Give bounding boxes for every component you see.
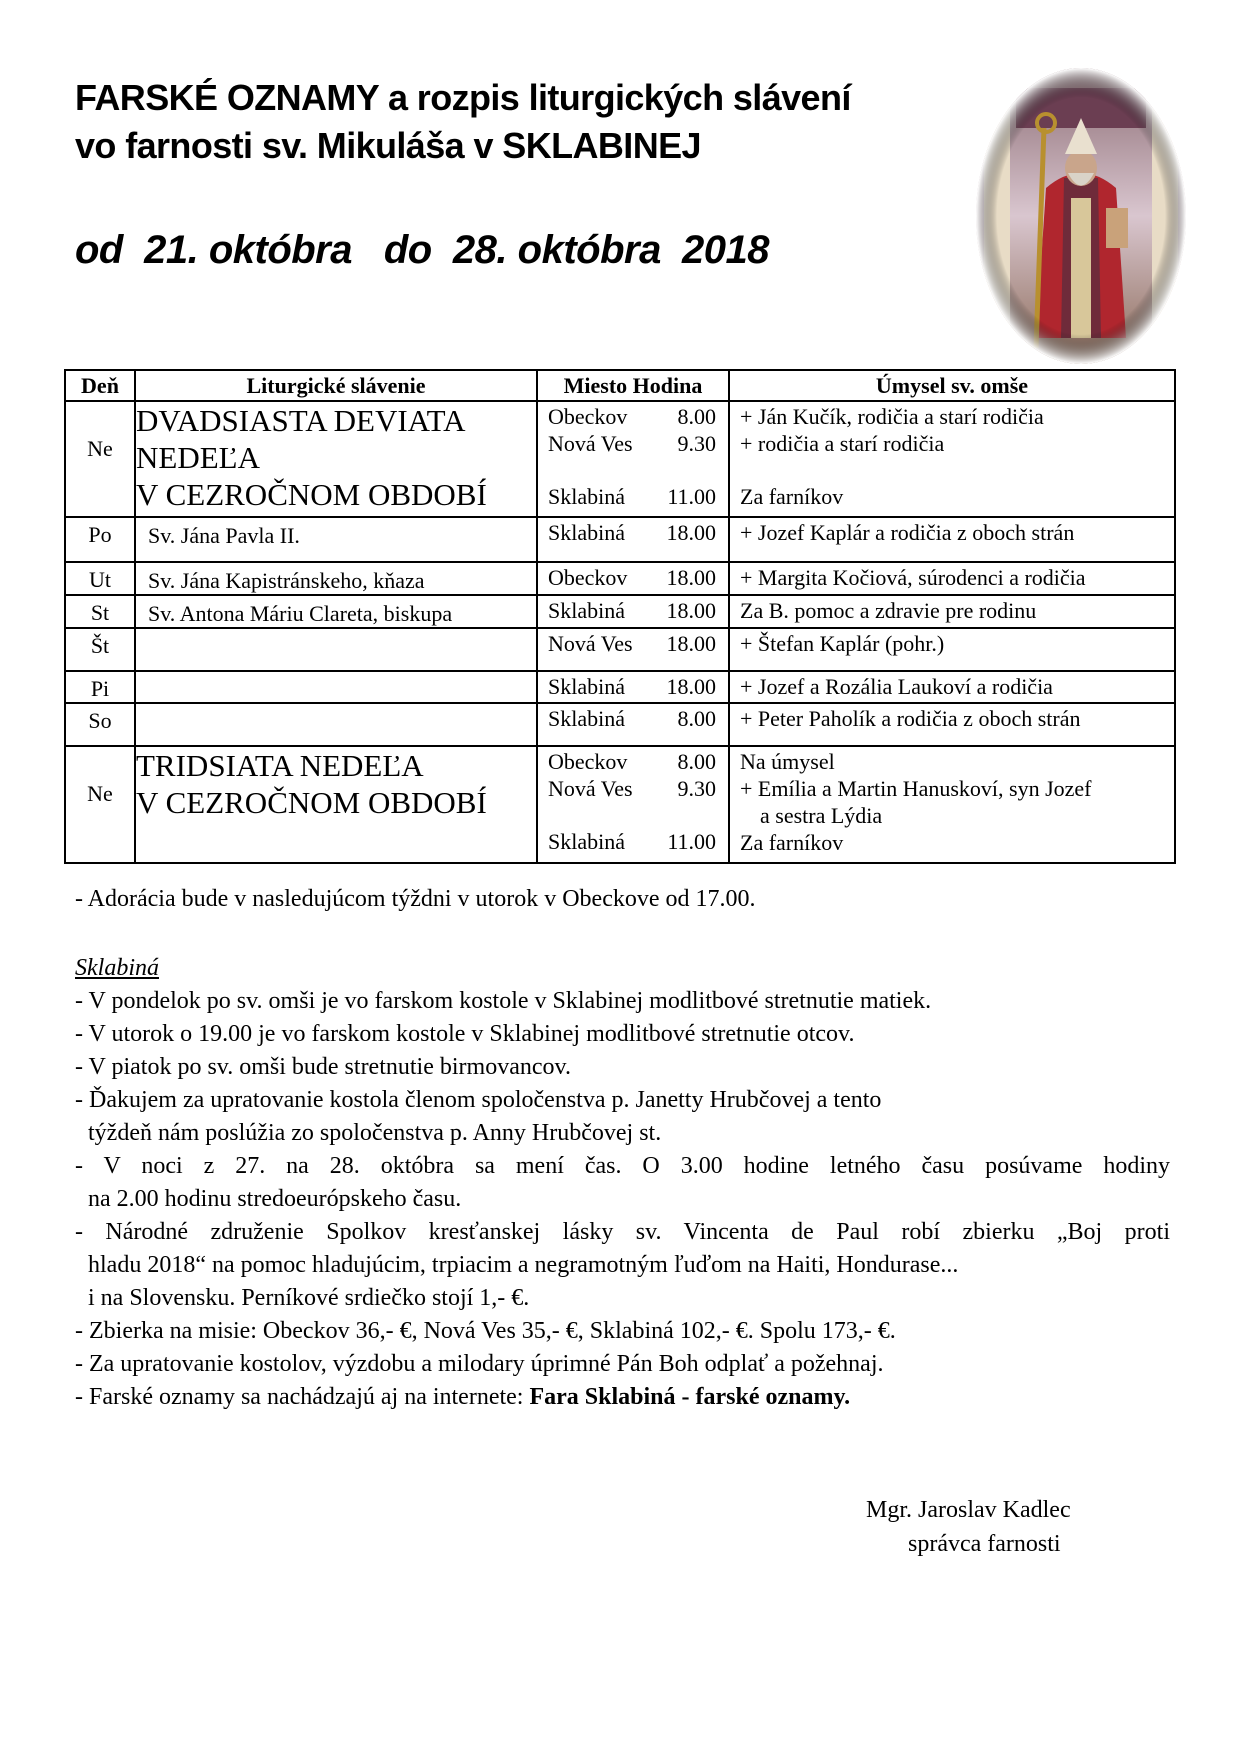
time: 18.00 — [666, 674, 716, 699]
place-time-cell — [537, 746, 729, 863]
liturgy-cell — [135, 401, 537, 517]
announcement-item-continuation: na 2.00 hodinu stredoeurópskeho času. — [88, 1186, 462, 1212]
document-title — [75, 74, 975, 170]
liturgy-cell: Sv. Jána Pavla II. — [148, 523, 300, 548]
period: . — [844, 1384, 851, 1410]
table-row — [65, 562, 1175, 595]
liturgy-schedule-table — [64, 369, 1176, 864]
time: 18.00 — [666, 598, 716, 623]
announcement-item-continuation: týždeň nám poslúžia zo spoločenstva p. Anny Hrubčovej st. — [88, 1120, 662, 1146]
table-row — [65, 401, 1175, 517]
announcement-item: - Národné združenie Spolkov kresťanskej lásky sv. Vincenta de Paul robí zbierku „Boj proti — [75, 1219, 1170, 1245]
header-intention: Úmysel sv. omše — [729, 370, 1175, 401]
intention: + Emília a Martin Hanuskoví, syn Jozef — [740, 776, 1092, 801]
table-row — [65, 595, 1175, 628]
announcement-item: - Za upratovanie kostolov, výzdobu a milodary úprimné Pán Boh odplať a požehnaj. — [75, 1351, 884, 1377]
signature — [866, 1493, 1071, 1561]
announcement-item: - V piatok po sv. omši bude stretnutie birmovancov. — [75, 1054, 571, 1080]
liturgy-cell — [135, 746, 537, 863]
place: Sklabiná — [548, 598, 625, 623]
day-cell: So — [88, 708, 112, 733]
liturgy-line: DVADSIASTA DEVIATA — [136, 403, 466, 438]
liturgy-line: V CEZROČNOM OBDOBÍ — [136, 477, 487, 512]
section-title-sklabina: Sklabiná — [75, 955, 159, 981]
intention: Za farníkov — [740, 484, 844, 509]
time: 18.00 — [666, 631, 716, 656]
table-row — [65, 517, 1175, 562]
table-row — [65, 746, 1175, 863]
intention: + Margita Kočiová, súrodenci a rodičia — [740, 565, 1086, 590]
time: 18.00 — [666, 565, 716, 590]
internet-note: - Farské oznamy sa nachádzajú aj na internete: — [75, 1384, 530, 1410]
day-cell: Po — [88, 522, 112, 547]
intention-cell — [729, 746, 1175, 863]
signature-role: správca farnosti — [908, 1531, 1061, 1557]
liturgy-line: V CEZROČNOM OBDOBÍ — [136, 785, 487, 820]
day-cell: Ut — [89, 567, 111, 592]
time: 8.00 — [677, 404, 716, 429]
place: Nová Ves — [548, 431, 633, 456]
intention: Za farníkov — [740, 830, 844, 855]
announcement-item: - V utorok o 19.00 je vo farskom kostole v Sklabinej modlitbové stretnutie otcov. — [75, 1021, 855, 1047]
announcement-item: - Zbierka na misie: Obeckov 36,- €, Nová Ves 35,- €, Sklabiná 102,- €. Spolu 173,- €. — [75, 1318, 896, 1344]
day-cell: Ne — [87, 781, 113, 806]
time: 9.30 — [677, 431, 716, 456]
place: Obeckov — [548, 404, 628, 429]
table-row — [65, 703, 1175, 746]
table-header-row — [65, 370, 1175, 401]
announcement-item-continuation: i na Slovensku. Perníkové srdiečko stojí 1,- €. — [88, 1285, 530, 1311]
intention: + Štefan Kaplár (pohr.) — [740, 631, 945, 656]
place: Obeckov — [548, 749, 628, 774]
place: Obeckov — [548, 565, 628, 590]
announcement-item — [75, 1381, 1170, 1414]
liturgy-cell: Sv. Jána Kapistránskeho, kňaza — [148, 568, 425, 593]
time: 18.00 — [666, 520, 716, 545]
title-line-1: FARSKÉ OZNAMY a rozpis liturgických slávení — [75, 77, 851, 118]
title-line-2: vo farnosti sv. Mikuláša v SKLABINEJ — [75, 125, 701, 166]
signature-name: Mgr. Jaroslav Kadlec — [866, 1497, 1071, 1523]
table-row — [65, 671, 1175, 703]
place: Sklabiná — [548, 520, 625, 545]
announcement-item: - V noci z 27. na 28. októbra sa mení čas. O 3.00 hodine letného času posúvame hodiny — [75, 1153, 1170, 1179]
intention-cell — [729, 401, 1175, 517]
day-cell: Ne — [87, 436, 113, 461]
time: 11.00 — [667, 829, 716, 854]
announcement-item: - V pondelok po sv. omši je vo farskom kostole v Sklabinej modlitbové stretnutie matiek. — [75, 988, 932, 1014]
liturgy-line: TRIDSIATA NEDEĽA — [136, 748, 424, 783]
place: Nová Ves — [548, 776, 633, 801]
day-cell: Pi — [90, 676, 110, 701]
adoration-note: - Adorácia bude v nasledujúcom týždni v utorok v Obeckove od 17.00. — [75, 886, 756, 912]
place: Sklabiná — [548, 484, 625, 509]
place-time-cell — [537, 401, 729, 517]
saint-nicholas-image — [976, 68, 1186, 364]
liturgy-cell — [136, 704, 536, 708]
place: Sklabiná — [548, 706, 625, 731]
intention: Na úmysel — [740, 749, 835, 774]
time: 8.00 — [677, 706, 716, 731]
date-range: od 21. októbra do 28. októbra 2018 — [75, 228, 770, 272]
intention: + Jozef a Rozália Laukoví a rodičia — [740, 674, 1053, 699]
intention: + rodičia a starí rodičia — [740, 431, 945, 456]
intention: Za B. pomoc a zdravie pre rodinu — [740, 598, 1037, 623]
announcement-item-continuation: hladu 2018“ na pomoc hladujúcim, trpiacim a negramotným ľuďom na Haiti, Hondurase... — [88, 1252, 959, 1278]
website-link-text: Fara Sklabiná - farské oznamy — [529, 1384, 845, 1410]
intention: + Jozef Kaplár a rodičia z oboch strán — [740, 520, 1075, 545]
liturgy-cell — [136, 629, 536, 633]
time: 9.30 — [677, 776, 716, 801]
header-day: Deň — [65, 370, 135, 401]
place: Sklabiná — [548, 674, 625, 699]
announcement-item: - Ďakujem za upratovanie kostola členom spoločenstva p. Janetty Hrubčovej a tento — [75, 1087, 882, 1113]
intention: + Peter Paholík a rodičia z oboch strán — [740, 706, 1081, 731]
liturgy-cell — [136, 672, 536, 676]
intention-continuation: a sestra Lýdia — [760, 803, 883, 828]
table-row — [65, 628, 1175, 671]
liturgy-line: NEDEĽA — [136, 440, 260, 475]
header-place-time: Miesto Hodina — [537, 370, 729, 401]
place: Nová Ves — [548, 631, 633, 656]
place: Sklabiná — [548, 829, 625, 854]
time: 8.00 — [677, 749, 716, 774]
header-liturgy: Liturgické slávenie — [135, 370, 537, 401]
announcements — [75, 883, 1170, 1414]
intention: + Ján Kučík, rodičia a starí rodičia — [740, 404, 1044, 429]
day-cell: Št — [90, 633, 110, 658]
time: 11.00 — [667, 484, 716, 509]
day-cell: St — [90, 600, 110, 625]
liturgy-cell: Sv. Antona Máriu Clareta, biskupa — [148, 601, 453, 626]
